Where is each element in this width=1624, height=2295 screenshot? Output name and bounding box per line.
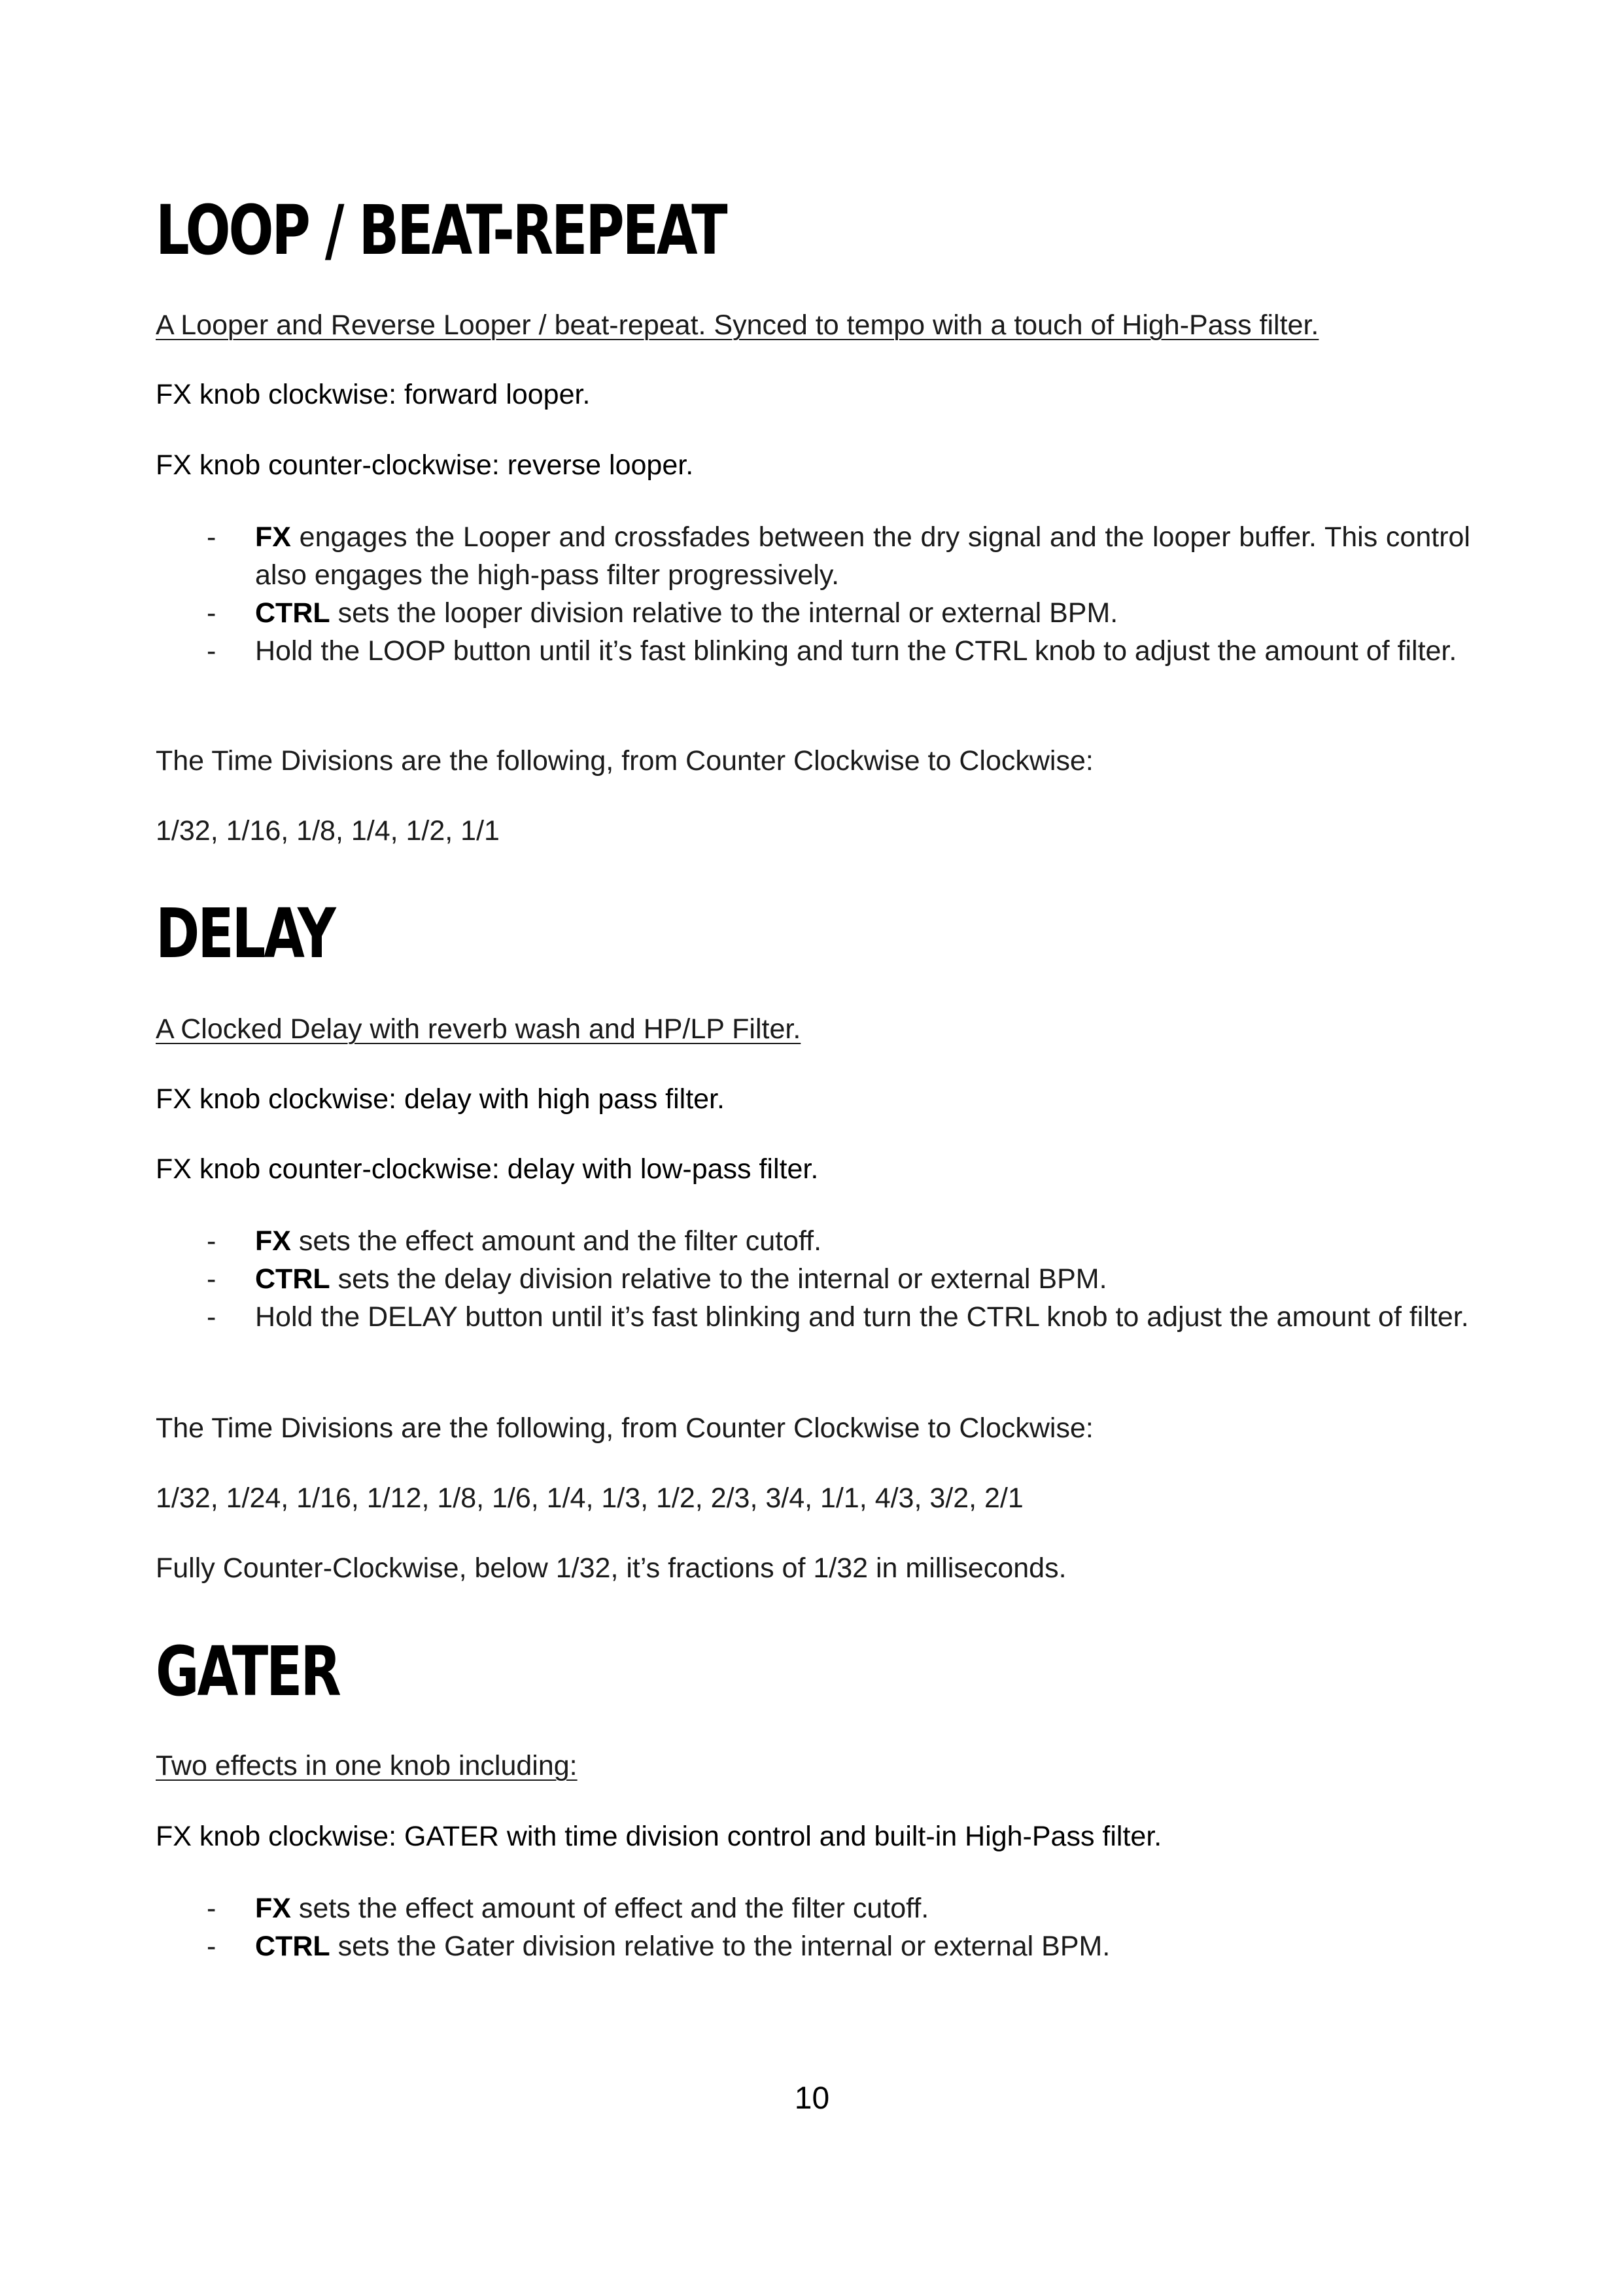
list-item: - FX engages the Looper and crossfades between the dry signal and the looper buffer. This control also engages the high-pass filter progressively. bbox=[207, 521, 1470, 591]
delay-divisions: 1/32, 1/24, 1/16, 1/12, 1/8, 1/6, 1/4, 1/3, 1/2, 2/3, 3/4, 1/1, 4/3, 3/2, 2/1 bbox=[156, 1482, 1024, 1514]
loop-bullet-list bbox=[156, 518, 1470, 670]
loop-divisions-intro: The Time Divisions are the following, from Counter Clockwise to Clockwise: bbox=[156, 745, 1094, 777]
delay-note: Fully Counter-Clockwise, below 1/32, it’s fractions of 1/32 in milliseconds. bbox=[156, 1552, 1067, 1584]
page-number: 10 bbox=[794, 2081, 830, 2116]
gater-subtitle: Two effects in one knob including: bbox=[156, 1750, 578, 1781]
delay-clockwise-text: FX knob clockwise: delay with high pass filter. bbox=[156, 1083, 725, 1115]
loop-counter-clockwise-text: FX knob counter-clockwise: reverse looper. bbox=[156, 449, 694, 481]
list-item: - Hold the LOOP button until it’s fast blinking and turn the CTRL knob to adjust the amount of filter. bbox=[207, 635, 1457, 667]
delay-counter-clockwise-text: FX knob counter-clockwise: delay with low-pass filter. bbox=[156, 1153, 819, 1185]
gater-bullet-list bbox=[156, 1889, 1470, 1965]
loop-section-title: LOOP / BEAT-REPEAT bbox=[156, 190, 726, 270]
delay-subtitle: A Clocked Delay with reverb wash and HP/LP Filter. bbox=[156, 1013, 801, 1045]
loop-clockwise-text: FX knob clockwise: forward looper. bbox=[156, 379, 591, 410]
loop-subtitle: A Looper and Reverse Looper / beat-repeat. Synced to tempo with a touch of High-Pass filter. bbox=[156, 309, 1319, 341]
list-item: - CTRL sets the Gater division relative to the internal or external BPM. bbox=[207, 1931, 1111, 1962]
loop-divisions: 1/32, 1/16, 1/8, 1/4, 1/2, 1/1 bbox=[156, 815, 500, 847]
delay-section-title: DELAY bbox=[156, 894, 334, 973]
list-item: - CTRL sets the delay division relative to the internal or external BPM. bbox=[207, 1263, 1107, 1295]
list-item: - FX sets the effect amount and the filter cutoff. bbox=[207, 1225, 822, 1257]
list-item: - FX sets the effect amount of effect and the filter cutoff. bbox=[207, 1893, 929, 1924]
gater-clockwise-text: FX knob clockwise: GATER with time division control and built-in High-Pass filter. bbox=[156, 1821, 1162, 1852]
delay-bullet-list bbox=[156, 1222, 1470, 1336]
list-item: - CTRL sets the looper division relative to the internal or external BPM. bbox=[207, 597, 1118, 629]
gater-section-title: GATER bbox=[156, 1632, 339, 1711]
delay-divisions-intro: The Time Divisions are the following, from Counter Clockwise to Clockwise: bbox=[156, 1412, 1094, 1444]
list-item: - Hold the DELAY button until it’s fast blinking and turn the CTRL knob to adjust the amount of filter. bbox=[207, 1301, 1469, 1333]
